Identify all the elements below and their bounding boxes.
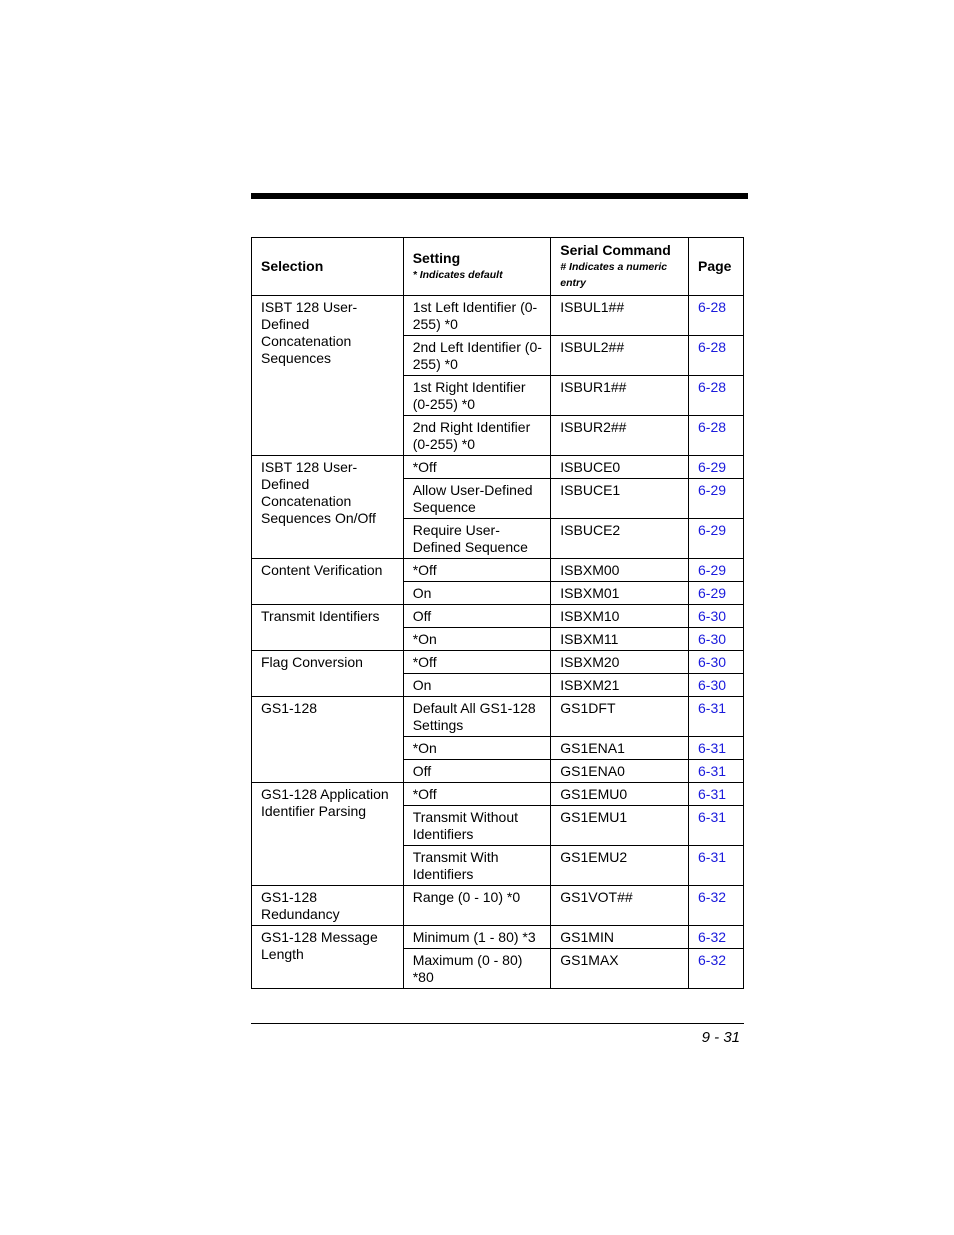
page-cell xyxy=(689,479,744,519)
settings-table xyxy=(251,237,744,989)
page-cell xyxy=(689,336,744,376)
page-link[interactable]: 6-31 xyxy=(698,809,727,825)
table-row xyxy=(252,296,744,336)
header-setting-label: Setting xyxy=(412,250,461,266)
page-cell xyxy=(689,456,744,479)
header-page: Page xyxy=(689,238,744,296)
setting-cell: Off xyxy=(403,605,551,628)
serial-command-cell: ISBXM00 xyxy=(551,559,689,582)
page-cell xyxy=(689,519,744,559)
setting-cell: *On xyxy=(403,628,551,651)
page-link[interactable]: 6-30 xyxy=(698,677,727,693)
page-link[interactable]: 6-29 xyxy=(698,585,727,601)
header-setting-note: * Indicates default xyxy=(412,269,503,281)
serial-command-cell: GS1VOT## xyxy=(551,886,689,926)
setting-cell: Transmit Without Identifiers xyxy=(403,806,551,846)
selection-cell: ISBT 128 User-Defined Concatenation Sequences On/Off xyxy=(252,456,404,559)
serial-command-cell: GS1EMU2 xyxy=(551,846,689,886)
page-link[interactable]: 6-28 xyxy=(698,299,727,315)
page-link[interactable]: 6-29 xyxy=(698,482,727,498)
header-serial-command xyxy=(551,238,689,296)
page-cell xyxy=(689,376,744,416)
serial-command-cell: ISBUR1## xyxy=(551,376,689,416)
setting-cell: 2nd Right Identifier (0-255) *0 xyxy=(403,416,551,456)
setting-cell: Minimum (1 - 80) *3 xyxy=(403,926,551,949)
setting-cell: Default All GS1-128 Settings xyxy=(403,697,551,737)
page-cell xyxy=(689,760,744,783)
page-link[interactable]: 6-32 xyxy=(698,889,727,905)
table-row xyxy=(252,605,744,628)
serial-command-cell: ISBXM21 xyxy=(551,674,689,697)
setting-cell: *Off xyxy=(403,456,551,479)
top-rule xyxy=(251,193,748,199)
setting-cell: Require User-Defined Sequence xyxy=(403,519,551,559)
page-cell xyxy=(689,737,744,760)
page-cell xyxy=(689,949,744,989)
table-row xyxy=(252,456,744,479)
table-row xyxy=(252,559,744,582)
setting-cell: 1st Left Identifier (0-255) *0 xyxy=(403,296,551,336)
setting-cell: Transmit With Identifiers xyxy=(403,846,551,886)
page-link[interactable]: 6-29 xyxy=(698,562,727,578)
serial-command-cell: ISBXM11 xyxy=(551,628,689,651)
serial-command-cell: ISBUL1## xyxy=(551,296,689,336)
selection-cell: GS1-128 Message Length xyxy=(252,926,404,989)
header-serial-label: Serial Command xyxy=(560,242,671,258)
page-cell xyxy=(689,559,744,582)
serial-command-cell: ISBUCE0 xyxy=(551,456,689,479)
setting-cell: Off xyxy=(403,760,551,783)
selection-cell: Content Verification xyxy=(252,559,404,605)
page-link[interactable]: 6-29 xyxy=(698,459,727,475)
footer-rule xyxy=(251,1023,744,1024)
serial-command-cell: GS1DFT xyxy=(551,697,689,737)
serial-command-cell: GS1EMU0 xyxy=(551,783,689,806)
page-link[interactable]: 6-28 xyxy=(698,379,727,395)
page-cell xyxy=(689,582,744,605)
page-link[interactable]: 6-31 xyxy=(698,700,727,716)
setting-cell: Maximum (0 - 80) *80 xyxy=(403,949,551,989)
page-cell xyxy=(689,651,744,674)
page-link[interactable]: 6-32 xyxy=(698,952,727,968)
serial-command-cell: ISBXM10 xyxy=(551,605,689,628)
header-serial-note: # Indicates a numeric entry xyxy=(560,261,668,289)
setting-cell: *Off xyxy=(403,783,551,806)
page-link[interactable]: 6-31 xyxy=(698,849,727,865)
table-body xyxy=(252,296,744,989)
table-row xyxy=(252,783,744,806)
serial-command-cell: ISBUCE2 xyxy=(551,519,689,559)
selection-cell: Flag Conversion xyxy=(252,651,404,697)
serial-command-cell: GS1ENA1 xyxy=(551,737,689,760)
page-cell xyxy=(689,674,744,697)
serial-command-cell: GS1MIN xyxy=(551,926,689,949)
page-link[interactable]: 6-30 xyxy=(698,631,727,647)
page-cell xyxy=(689,697,744,737)
setting-cell: *On xyxy=(403,737,551,760)
header-setting xyxy=(403,238,551,296)
table-row xyxy=(252,697,744,737)
setting-cell: 2nd Left Identifier (0-255) *0 xyxy=(403,336,551,376)
page-cell xyxy=(689,846,744,886)
page-link[interactable]: 6-32 xyxy=(698,929,727,945)
table-row xyxy=(252,886,744,926)
setting-cell: *Off xyxy=(403,651,551,674)
page-link[interactable]: 6-30 xyxy=(698,608,727,624)
serial-command-cell: ISBUR2## xyxy=(551,416,689,456)
setting-cell: On xyxy=(403,582,551,605)
table-row xyxy=(252,651,744,674)
page-cell xyxy=(689,605,744,628)
serial-command-cell: ISBUCE1 xyxy=(551,479,689,519)
setting-cell: *Off xyxy=(403,559,551,582)
page-cell xyxy=(689,783,744,806)
serial-command-cell: GS1ENA0 xyxy=(551,760,689,783)
serial-command-cell: GS1MAX xyxy=(551,949,689,989)
selection-cell: GS1-128 Redundancy xyxy=(252,886,404,926)
page-link[interactable]: 6-31 xyxy=(698,786,727,802)
page-link[interactable]: 6-31 xyxy=(698,763,727,779)
serial-command-cell: ISBXM20 xyxy=(551,651,689,674)
page-link[interactable]: 6-28 xyxy=(698,339,727,355)
page-link[interactable]: 6-28 xyxy=(698,419,727,435)
table-header-row xyxy=(252,238,744,296)
selection-cell: GS1-128 Application Identifier Parsing xyxy=(252,783,404,886)
serial-command-cell: GS1EMU1 xyxy=(551,806,689,846)
page-cell xyxy=(689,628,744,651)
selection-cell: ISBT 128 User-Defined Concatenation Sequences xyxy=(252,296,404,456)
serial-command-cell: ISBUL2## xyxy=(551,336,689,376)
header-selection: Selection xyxy=(252,238,404,296)
table-row xyxy=(252,926,744,949)
selection-cell: Transmit Identifiers xyxy=(252,605,404,651)
page-cell xyxy=(689,806,744,846)
page-cell xyxy=(689,416,744,456)
page-link[interactable]: 6-31 xyxy=(698,740,727,756)
setting-cell: 1st Right Identifier (0-255) *0 xyxy=(403,376,551,416)
page-link[interactable]: 6-29 xyxy=(698,522,727,538)
setting-cell: Range (0 - 10) *0 xyxy=(403,886,551,926)
page-number: 9 - 31 xyxy=(701,1029,740,1046)
serial-command-cell: ISBXM01 xyxy=(551,582,689,605)
page-link[interactable]: 6-30 xyxy=(698,654,727,670)
selection-cell: GS1-128 xyxy=(252,697,404,783)
page-cell xyxy=(689,926,744,949)
setting-cell: Allow User-Defined Sequence xyxy=(403,479,551,519)
setting-cell: On xyxy=(403,674,551,697)
page-cell xyxy=(689,886,744,926)
page-cell xyxy=(689,296,744,336)
